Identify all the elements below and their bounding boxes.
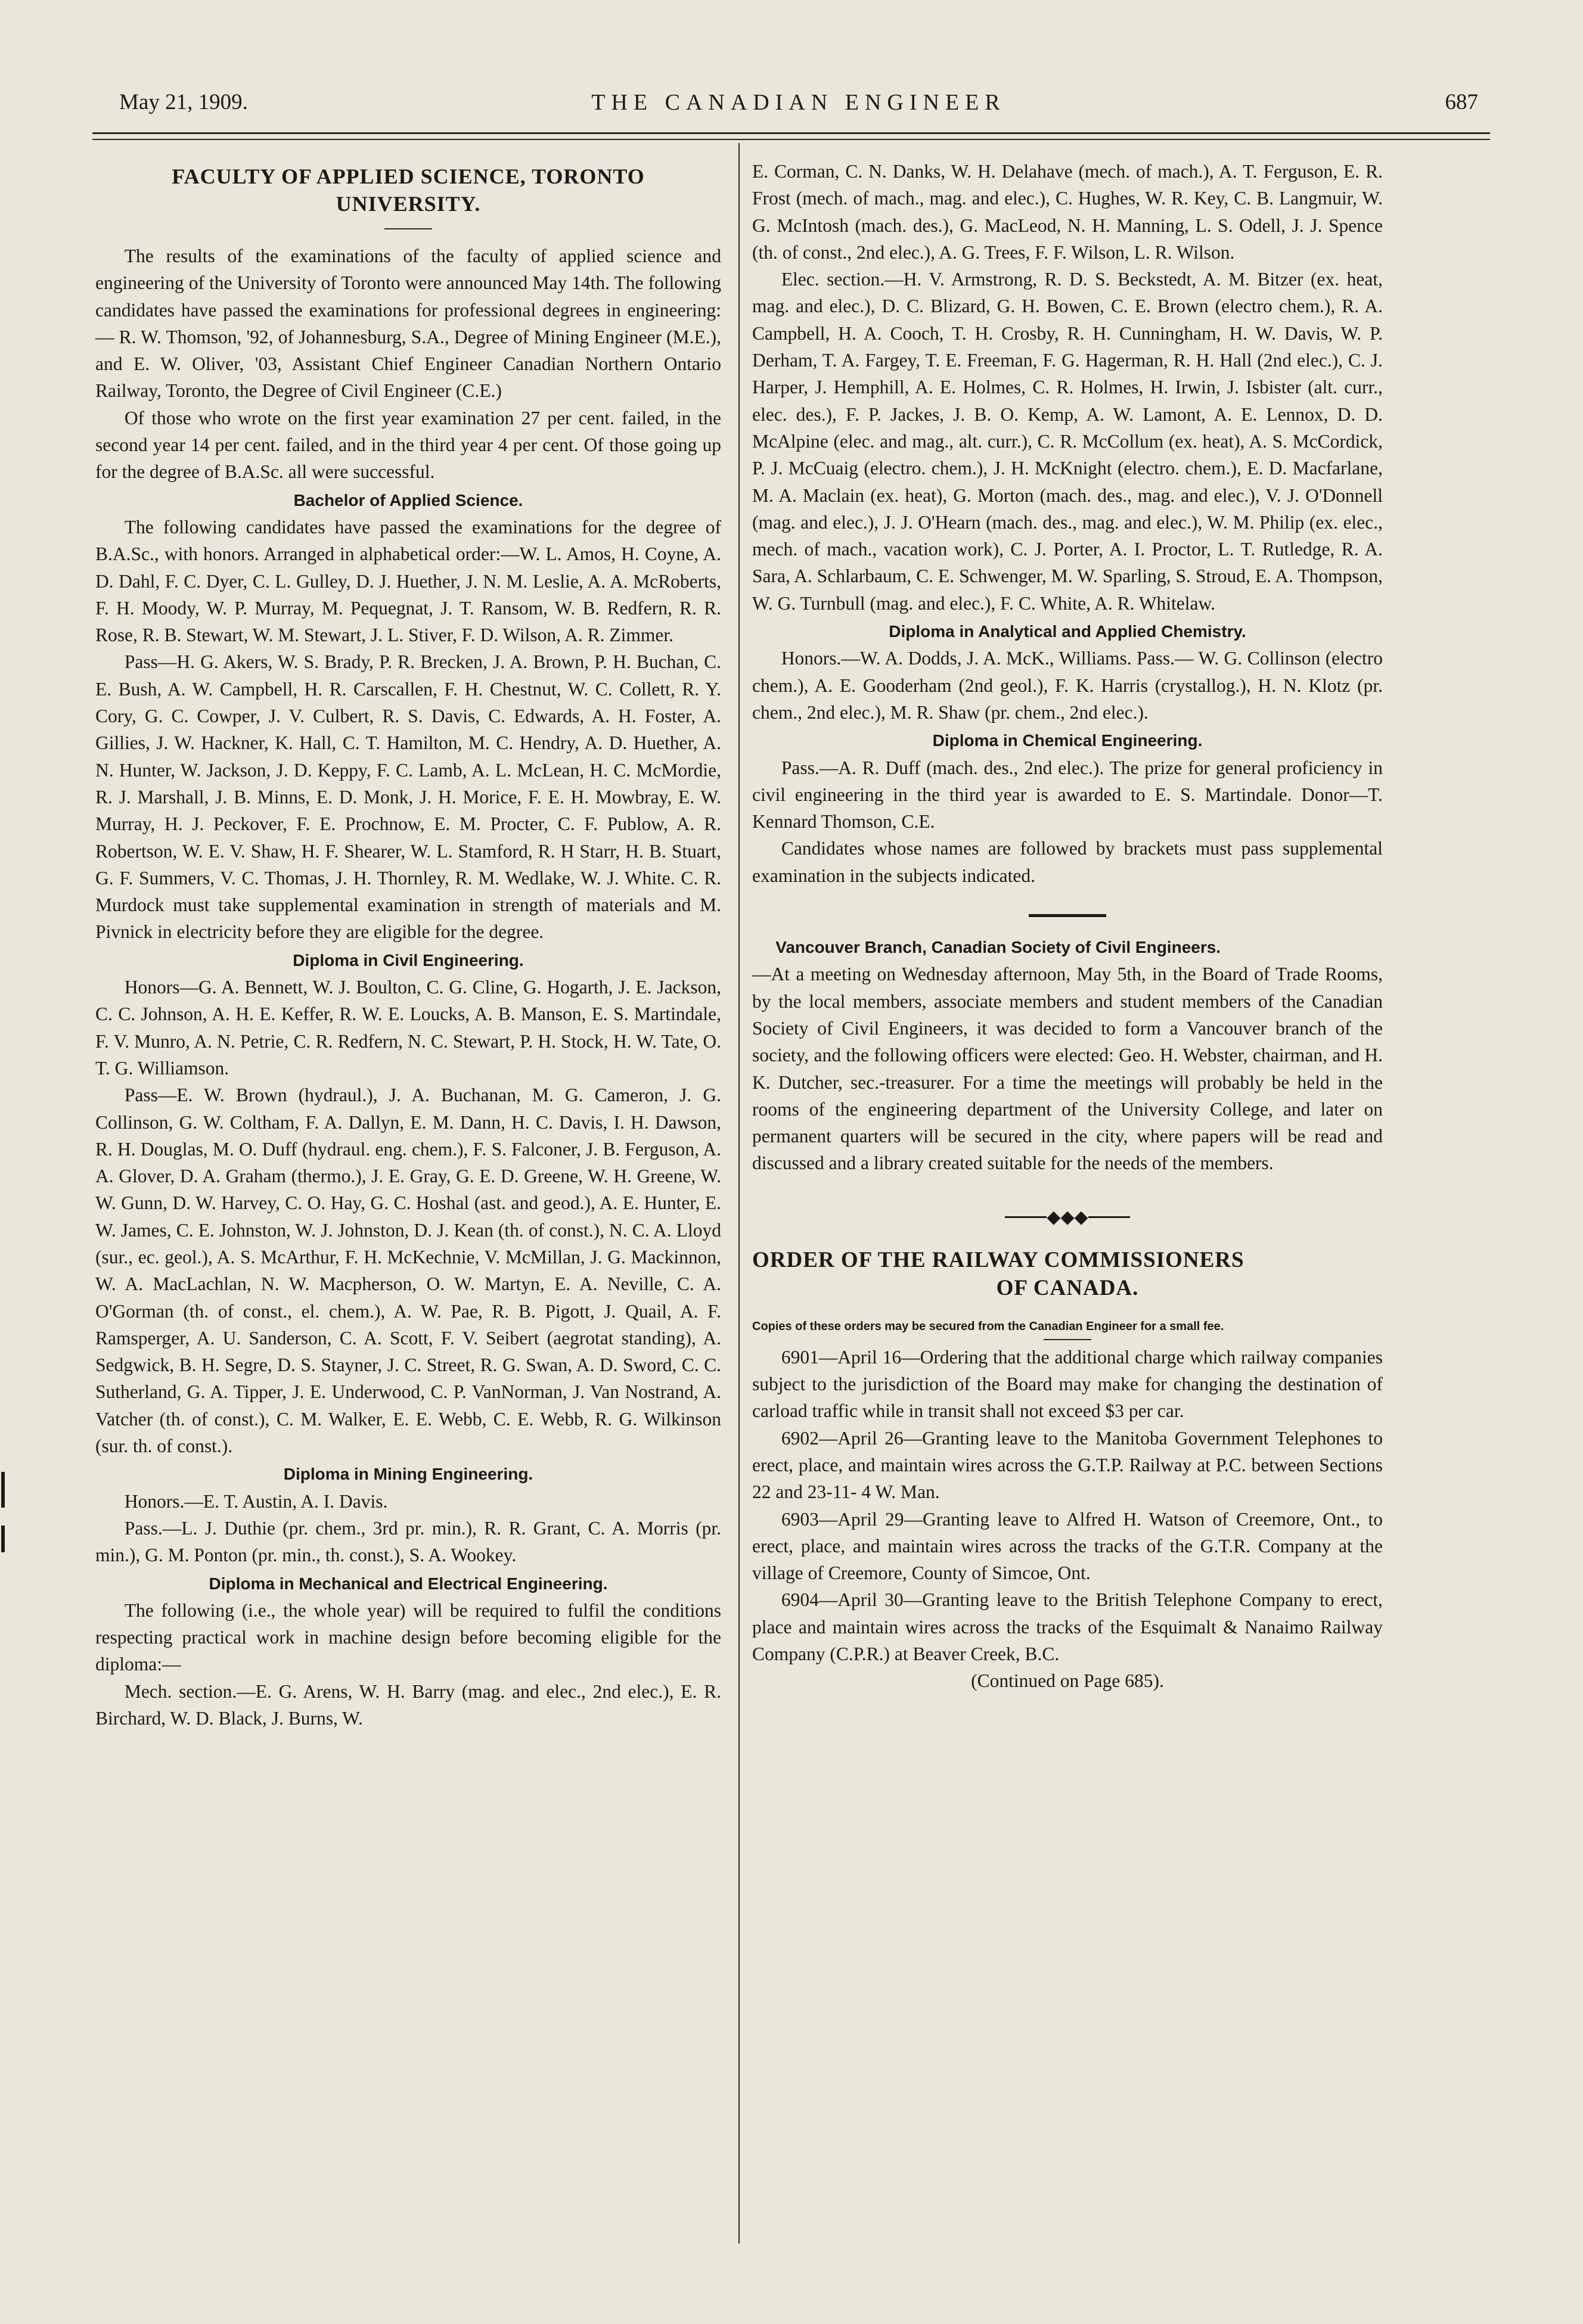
column-divider [738,143,740,2244]
header-rule [92,132,1490,134]
railway-title [752,1246,1383,1302]
railway-title-line1: ORDER OF THE RAILWAY COMMISSIONERS [752,1247,1244,1272]
article-title-line1: FACULTY OF APPLIED SCIENCE, TORONTO [172,164,645,188]
journal-title: THE CANADIAN ENGINEER [591,90,1006,115]
failure-rates-paragraph: Of those who wrote on the first year examination 27 per cent. failed, in the second year 14 per cent. failed, and in the third year 4 per cent. Of those going up for the degree of B.A.Sc. all were successful. [95,407,721,483]
ornament-line-left [1005,1216,1047,1218]
railway-title-line2: OF CANADA. [996,1275,1139,1300]
civil-heading: Diploma in Civil Engineering. [293,950,524,970]
order-6902: 6902—April 26—Granting leave to the Manitoba Government Telephones to erect, place, and maintain wires across the G.T.P. Railway at P.C. between Sections 22 and 23-11- 4 W. Man. [752,1427,1383,1503]
bachelor-pass-paragraph: Pass—H. G. Akers, W. S. Brady, P. R. Brecken, J. A. Brown, P. H. Buchan, C. E. Bush, A. W. Campbell, H. R. Carscallen, F. H. Chestnut, W. C. Collett, R. Y. Cory, G. C. Cowper, J. V. Culbert, R. S. Davis, C. Edwards, A. H. Foster, A. Gillies, J. W. Hackner, K. Hall, C. T. Hamilton, M. C. Hendry, A. D. Huether, A. N. Hunter, W. Jackson, J. D. Keppy, F. C. Lamb, A. L. McLean, H. C. McMordie, R. J. Marshall, J. B. Minns, E. D. Monk, J. H. Morice, F. E. H. Mowbray, E. W. Murray, H. J. Peckover, F. E. Prochnow, E. M. Procter, C. F. Publow, A. R. Robertson, W. E. V. Shaw, H. F. Shearer, W. L. Stamford, R. H Starr, H. B. Stuart, G. F. Summers, V. C. Thomas, J. H. Thornley, R. M. Wedlake, W. J. White. C. R. Murdock must take supplemental examination in strength of materials and M. Pivnick in electricity before they are eligible for the degree. [95,651,721,943]
analytical-paragraph: Honors.—W. A. Dodds, J. A. McK., Williams. Pass.— W. G. Collinson (electro chem.), A. E. Gooderham (2nd geol.), F. K. Harris (crystallog.), H. N. Klotz (pr. chem., 2nd elec.), M. R. Shaw (pr. chem., 2nd elec.). [752,648,1383,723]
article-title-line2: UNIVERSITY. [336,192,481,216]
order-6903: 6903—April 29—Granting leave to Alfred H. Watson of Creemore, Ont., to erect, place, and maintain wires across the tracks of the G.T.R. Company at the village of Creemore, County of Simcoe, Ont. [752,1508,1383,1584]
page-number: 687 [1445,90,1478,114]
title-rule [384,228,432,229]
running-header [119,89,1478,125]
civil-pass-paragraph: Pass—E. W. Brown (hydraul.), J. A. Buchanan, M. G. Cameron, J. G. Collinson, G. W. Coltham, F. A. Dallyn, E. M. Dann, H. C. Davis, I. H. Dawson, R. H. Douglas, M. O. Duff (hydraul. eng. chem.), F. S. Falconer, J. B. Ferguson, A. A. Glover, D. A. Graham (thermo.), J. E. Gray, G. E. D. Greene, W. H. Greene, W. W. Gunn, D. W. Harvey, C. O. Hay, G. C. Hoshal (ast. and geod.), A. E. Hunter, E. W. James, C. E. Johnston, W. J. Johnston, D. J. Kean (th. of const.), N. C. A. Lloyd (sur., ec. geol.), A. S. McArthur, F. H. McKechnie, V. McMillan, J. G. Mackinnon, W. A. MacLachlan, N. W. Macpherson, O. W. Martyn, E. A. Neville, C. A. O'Gorman (th. of const., el. chem.), A. W. Pae, R. B. Pigott, J. Quail, A. F. Ramsperger, A. U. Sanderson, C. A. Scott, F. V. Seibert (aegrotat standing), A. Sedgwick, B. H. Segre, D. S. Stayner, J. C. Street, R. G. Swan, A. D. Sword, C. C. Sutherland, G. A. Tipper, J. E. Underwood, C. P. VanNorman, J. Van Nostrand, A. Vatcher (th. of const.), C. M. Walker, E. E. Webb, C. E. Webb, R. G. Wilkinson (sur. th. of const.). [95,1085,721,1457]
article-title [95,163,721,218]
order-6901: 6901—April 16—Ordering that the additional charge which railway companies subject to the jurisdiction of the Board may make for changing the destination of carload traffic while in transit shall not exceed $3 per car. [752,1346,1383,1422]
brackets-note-paragraph: Candidates whose names are followed by brackets must pass supplemental examination in the subjects indicated. [752,838,1383,886]
chemical-heading: Diploma in Chemical Engineering. [932,731,1203,750]
continued-note: (Continued on Page 685). [971,1670,1164,1692]
order-6904: 6904—April 30—Granting leave to the British Telephone Company to erect, place and maintain wires across the tracks of the Esquimalt & Nanaimo Railway Company (C.P.R.) at Beaver Creek, B.C. [752,1589,1383,1665]
mechanical-section-paragraph: Mech. section.—E. G. Arens, W. H. Barry (mag. and elec., 2nd elec.), E. R. Birchard, W. D. Black, J. Burns, W. [95,1680,721,1729]
section-separator [1029,914,1106,917]
header-rule-thin [92,139,1490,140]
margin-mark [1,1525,5,1552]
ornament-divider [752,1204,1383,1229]
mining-heading: Diploma in Mining Engineering. [283,1465,533,1484]
bachelor-heading: Bachelor of Applied Science. [293,490,523,509]
right-column [752,158,1383,1695]
mechanical-section-continued: E. Corman, C. N. Danks, W. H. Delahave (mech. of mach.), A. T. Ferguson, E. R. Frost (mech. of mach., mag. and elec.), C. Hughes, W. R. Key, C. B. Langmuir, W. G. McIntosh (mach. des.), G. MacLeod, N. H. Manning, L. S. Odell, J. J. Spence (th. of const., 2nd elec.), A. G. Trees, F. F. Wilson, L. R. Wilson. [752,161,1383,263]
chemical-paragraph: Pass.—A. R. Duff (mach. des., 2nd elec.). The prize for general proficiency in civil engineering in the third year is awarded to E. S. Martindale. Donor—T. Kennard Thomson, C.E. [752,757,1383,832]
mechanical-intro-paragraph: The following (i.e., the whole year) will be required to fulfil the conditions respecting practical work in machine design before becoming eligible for the diploma:— [95,1599,721,1675]
vancouver-heading: Vancouver Branch, Canadian Society of Civil Engineers. [775,938,1221,957]
mechanical-heading: Diploma in Mechanical and Electrical Engineering. [209,1574,608,1593]
ornament-diamonds: ◆◆◆ [1047,1207,1088,1227]
left-column [95,158,721,1732]
mining-honors-paragraph: Honors.—E. T. Austin, A. I. Davis. [124,1490,388,1512]
issue-date: May 21, 1909. [119,90,248,114]
copies-note: Copies of these orders may be secured from the Canadian Engineer for a small fee. [752,1319,1224,1333]
bachelor-honors-paragraph: The following candidates have passed the examinations for the degree of B.A.Sc., with honors. Arranged in alphabetical order:—W. L. Amos, H. Coyne, A. D. Dahl, F. C. Dyer, C. L. Gulley, D. J. Huether, J. N. M. Leslie, A. A. McRoberts, F. H. Moody, W. P. Murray, M. Pequegnat, J. T. Ransom, W. B. Redfern, R. R. Rose, R. B. Stewart, W. M. Stewart, J. L. Stiver, F. D. Wilson, A. R. Zimmer. [95,516,721,646]
intro-paragraph: The results of the examinations of the faculty of applied science and engineering of the University of Toronto were announced May 14th. The following candidates have passed the examinations for professional degrees in engineering:— R. W. Thomson, '92, of Johannesburg, S.A., Degree of Mining Engineer (M.E.), and E. W. Oliver, '03, Assistant Chief Engineer Canadian Northern Ontario Railway, Toronto, the Degree of Civil Engineer (C.E.) [95,246,721,402]
analytical-heading: Diploma in Analytical and Applied Chemistry. [889,622,1246,641]
vancouver-paragraph: —At a meeting on Wednesday afternoon, May 5th, in the Board of Trade Rooms, by the local members, associate members and student members of the Canadian Society of Civil Engineers, it was decided to form a Vancouver branch of the society, and the following officers were elected: Geo. H. Webster, chairman, and H. K. Dutcher, sec.-treasurer. For a time the meetings will probably be held in the rooms of the engineering department of the University College, and later on permanent quarters will be secured in the city, where papers will be read and discussed and a library created suitable for the needs of the members. [752,964,1383,1174]
electrical-section-paragraph: Elec. section.—H. V. Armstrong, R. D. S. Beckstedt, A. M. Bitzer (ex. heat, mag. and elec.), D. C. Blizard, G. H. Bowen, C. E. Brown (electro chem.), R. A. Campbell, H. A. Cooch, T. H. Crosby, R. H. Cunningham, H. W. Davis, W. P. Derham, T. A. Fargey, T. E. Freeman, F. G. Hagerman, R. H. Hall (2nd elec.), C. J. Harper, J. Hemphill, A. E. Holmes, C. R. Holmes, H. Irwin, J. Isbister (alt. curr., elec. des.), F. P. Jackes, J. B. O. Kemp, A. W. Lamont, A. E. Lennox, D. D. McAlpine (elec. and mag., alt. curr.), C. R. McCollum (ex. heat), A. S. McCordick, P. J. McCuaig (electro. chem.), J. H. McKnight (electro. chem.), E. D. Macfarlane, M. A. Maclain (ex. heat), G. Morton (mach. des., mag. and elec.), V. J. O'Donnell (mag. and elec.), J. J. O'Hearn (mach. des., mag. and elec.), W. M. Philip (ex. elec., mech. of mach., vacation work), C. J. Porter, A. I. Proctor, L. T. Rutledge, R. A. Sara, A. Schlarbaum, C. E. Schwenger, M. W. Sparling, S. Stroud, E. A. Thompson, W. G. Turnbull (mag. and elec.), F. C. White, A. R. Whitelaw. [752,269,1383,614]
note-rule [1044,1339,1091,1340]
margin-mark [1,1472,5,1508]
civil-honors-paragraph: Honors—G. A. Bennett, W. J. Boulton, C. G. Cline, G. Hogarth, J. E. Jackson, C. C. Johnson, A. H. E. Keffer, R. W. E. Loucks, A. B. Manson, E. S. Martindale, F. V. Munro, A. N. Petrie, C. R. Redfern, N. C. Stewart, P. H. Stock, H. W. Tate, O. T. G. Williamson. [95,977,721,1079]
mining-pass-paragraph: Pass.—L. J. Duthie (pr. chem., 3rd pr. min.), R. R. Grant, C. A. Morris (pr. min.), G. M. Ponton (pr. min., th. const.), S. A. Wookey. [95,1517,721,1566]
ornament-line-right [1088,1216,1130,1218]
